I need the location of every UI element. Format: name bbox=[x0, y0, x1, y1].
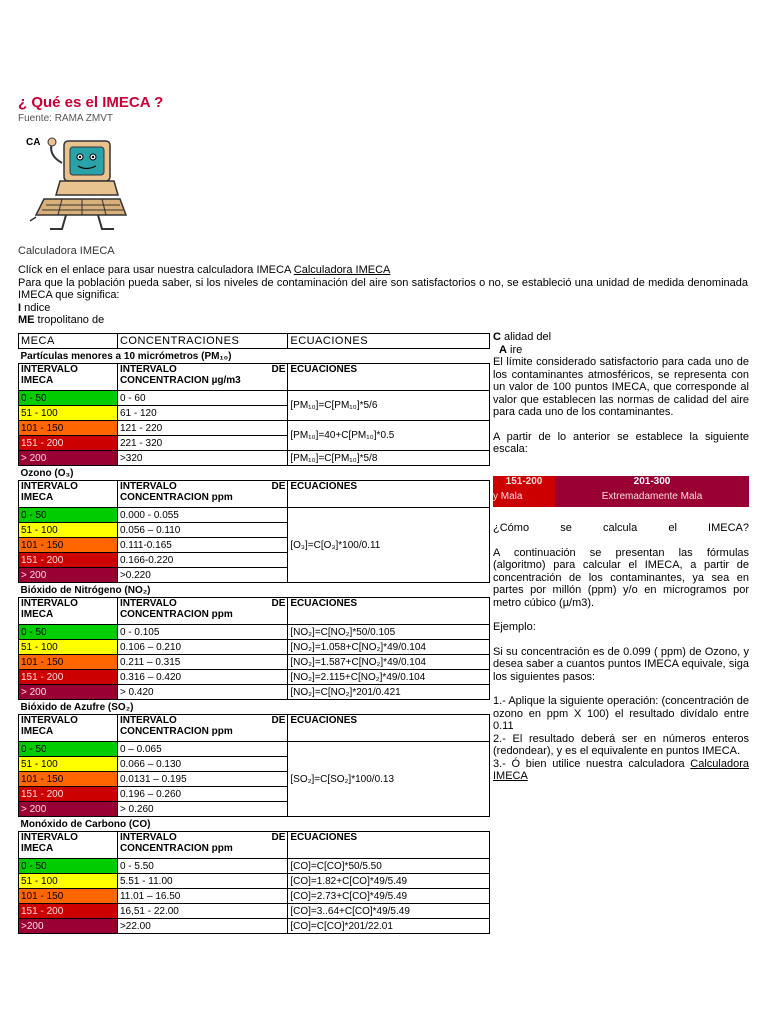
col-intervalo-imeca: INTERVALO IMECA bbox=[19, 364, 118, 391]
scale-cell-mala: y Mala bbox=[493, 491, 555, 507]
header-ecuaciones: ECUACIONES bbox=[288, 334, 490, 349]
column-header-row: INTERVALO IMECA INTERVALO DE CONCENTRACION ppm ECUACIONES bbox=[19, 715, 490, 742]
table-row: 151 - 200 0.196 – 0.260 bbox=[19, 787, 490, 802]
acronym-i: I ndice bbox=[18, 301, 51, 314]
table-row: > 200 > 0.260 bbox=[19, 802, 490, 817]
example-label: Ejemplo: bbox=[493, 621, 536, 633]
equation-cell: [PM₁₀]=C[PM₁₀]*5/8 bbox=[288, 451, 490, 466]
imeca-range-cell: 51 - 100 bbox=[19, 406, 118, 421]
section-no2: Bióxido de Nitrógeno (NO₂) bbox=[19, 583, 490, 598]
step-2: 2.- El resultado deberá ser en números enteros (redondear), y es el equivalente en puntos IMECA. bbox=[493, 732, 749, 757]
intro-paragraph: Para que la población pueda saber, si los niveles de contaminación del aire son satisfactorios o no, se estableció una unidad de medida denominada IMECA que significa: bbox=[18, 276, 748, 301]
table-row bbox=[19, 391, 490, 406]
header-concentraciones: CONCENTRACIONES bbox=[117, 334, 287, 349]
table-row: 0 - 50 0.000 - 0.055 [O₃]=C[O₃]*100/0.11 bbox=[19, 508, 490, 523]
table-row: 151 - 200 0.166-0.220 bbox=[19, 553, 490, 568]
scale-cell-151: 151-200 bbox=[493, 476, 555, 491]
calculator-link[interactable]: Calculadora IMECA bbox=[293, 264, 391, 276]
source-label: Fuente: RAMA ZMVT bbox=[18, 113, 114, 124]
table-header-row bbox=[19, 334, 490, 349]
acronym-me: ME tropolitano de bbox=[18, 314, 105, 326]
table-row bbox=[19, 451, 490, 466]
imeca-table bbox=[18, 333, 490, 934]
step-3: 3.- Ó bien utilice nuestra calculadora Calculadora IMECA bbox=[493, 757, 749, 782]
table-row: 0 - 50 0 - 0.105 [NO₂]=C[NO₂]*50/0.105 bbox=[19, 625, 490, 640]
imeca-range-cell: > 200 bbox=[19, 451, 118, 466]
table-row bbox=[19, 421, 490, 436]
table-row: 51 - 100 5.51 - 11.00 [CO]=1.82+C[CO]*49/5.49 bbox=[19, 874, 490, 889]
table-row: 151 - 200 16,51 - 22.00 [CO]=3..64+C[CO]*49/5.49 bbox=[19, 904, 490, 919]
column-header-row: INTERVALO IMECA INTERVALO DE CONCENTRACION ppm ECUACIONES bbox=[19, 481, 490, 508]
intro-text bbox=[18, 264, 748, 327]
column-header-row: INTERVALO IMECA INTERVALO DE CONCENTRACION ppm ECUACIONES bbox=[19, 832, 490, 859]
section-so2: Bióxido de Azufre (SO₂) bbox=[19, 700, 490, 715]
equation-cell: [PM₁₀]=40+C[PM₁₀]*0.5 bbox=[288, 421, 490, 451]
right-column-top bbox=[493, 331, 749, 456]
formulas-paragraph: A continuación se presentan las fórmulas (algoritmo) para calcular el IMECA, a partir de concentración de los contaminantes, ya sea en partes por millón (ppm) y/o en microgramos por metro cúbico (µ/m3). bbox=[493, 546, 749, 609]
question-heading: ¿Cómo se calcula el IMECA? bbox=[493, 522, 749, 534]
right-column-bottom bbox=[493, 522, 749, 783]
conc-range-cell: 61 - 120 bbox=[117, 406, 287, 421]
table-row: > 200 > 0.420 [NO₂]=C[NO₂]*201/0.421 bbox=[19, 685, 490, 700]
col-intervalo-conc: INTERVALO DE CONCENTRACION µg/m3 bbox=[117, 364, 287, 391]
conc-range-cell: >320 bbox=[117, 451, 287, 466]
section-co: Monóxido de Carbono (CO) bbox=[19, 817, 490, 832]
calculator-label: Calculadora IMECA bbox=[18, 245, 115, 257]
table-row: >200 >22.00 [CO]=C[CO]*201/22.01 bbox=[19, 919, 490, 934]
limit-paragraph: El límite considerado satisfactorio para cada uno de los contaminantes atmosféricos, se representa con un valor de 100 puntos IMECA, que corresponde al valor que establecen las normas de calidad del aire para cada uno de los contaminantes. bbox=[493, 356, 749, 418]
acronym-a: A ire bbox=[499, 343, 523, 356]
intro-line: Clíck en el enlace para usar nuestra calculadora IMECA bbox=[18, 264, 294, 276]
scale-cell-201: 201-300 bbox=[555, 476, 749, 491]
imeca-range-cell: 0 - 50 bbox=[19, 391, 118, 406]
equation-cell: [PM₁₀]=C[PM₁₀]*5/6 bbox=[288, 391, 490, 421]
column-header-row bbox=[19, 364, 490, 391]
calculator-link-2[interactable]: Calculadora IMECA bbox=[493, 757, 749, 782]
header-imeca: MECA bbox=[19, 334, 118, 349]
table-row: 101 - 150 0.111-0.165 bbox=[19, 538, 490, 553]
page-title: ¿ Qué es el IMECA ? bbox=[18, 94, 164, 111]
section-o3: Ozono (O₃) bbox=[19, 466, 490, 481]
clip-label: CA bbox=[26, 137, 41, 148]
conc-range-cell: 221 - 320 bbox=[117, 436, 287, 451]
column-header-row: INTERVALO IMECA INTERVALO DE CONCENTRACION ppm ECUACIONES bbox=[19, 598, 490, 625]
table-row: 101 - 150 11.01 – 16.50 [CO]=2.73+C[CO]*49/5.49 bbox=[19, 889, 490, 904]
equation-cell: [O₃]=C[O₃]*100/0.11 bbox=[288, 508, 490, 583]
table-row: 51 - 100 0.056 – 0.110 bbox=[19, 523, 490, 538]
imeca-range-cell: 101 - 150 bbox=[19, 421, 118, 436]
scale-cell-extremadamente: Extremadamente Mala bbox=[555, 491, 749, 507]
table-row: 0 - 50 0 – 0.065 [SO₂]=C[SO₂]*100/0.13 bbox=[19, 742, 490, 757]
conc-range-cell: 0 - 60 bbox=[117, 391, 287, 406]
conc-range-cell: 121 - 220 bbox=[117, 421, 287, 436]
table-row: 51 - 100 0.106 – 0.210 [NO₂]=1.058+C[NO₂]*49/0.104 bbox=[19, 640, 490, 655]
equation-cell: [SO₂]=C[SO₂]*100/0.13 bbox=[288, 742, 490, 817]
scale-bar bbox=[493, 476, 749, 507]
scale-intro: A partir de lo anterior se establece la siguiente escala: bbox=[493, 430, 749, 455]
imeca-range-cell: 151 - 200 bbox=[19, 436, 118, 451]
section-pm10: Partículas menores a 10 micrómetros (PM₁₀) bbox=[19, 349, 490, 364]
table-row: 51 - 100 0.066 – 0.130 bbox=[19, 757, 490, 772]
example-paragraph: Si su concentración es de 0.099 ( ppm) de Ozono, y desea saber a cuantos puntos IMECA equivale, siga los siguientes pasos: bbox=[493, 645, 749, 683]
table-row: 101 - 150 0.211 – 0.315 [NO₂]=1.587+C[NO₂]*49/0.104 bbox=[19, 655, 490, 670]
acronym-c: C alidad del bbox=[493, 331, 552, 343]
step-1: 1.- Aplique la siguiente operación: (concentración de ozono en ppm X 100) el resultado divídalo entre 0.11 bbox=[493, 695, 749, 732]
table-row: 101 - 150 0.0131 – 0.195 bbox=[19, 772, 490, 787]
col-ecuaciones: ECUACIONES bbox=[288, 364, 490, 391]
table-row: > 200 >0.220 bbox=[19, 568, 490, 583]
computer-clipart bbox=[22, 133, 130, 233]
table-row: 0 - 50 0 - 5.50 [CO]=C[CO]*50/5.50 bbox=[19, 859, 490, 874]
table-row: 151 - 200 0.316 – 0.420 [NO₂]=2.115+C[NO₂]*49/0.104 bbox=[19, 670, 490, 685]
